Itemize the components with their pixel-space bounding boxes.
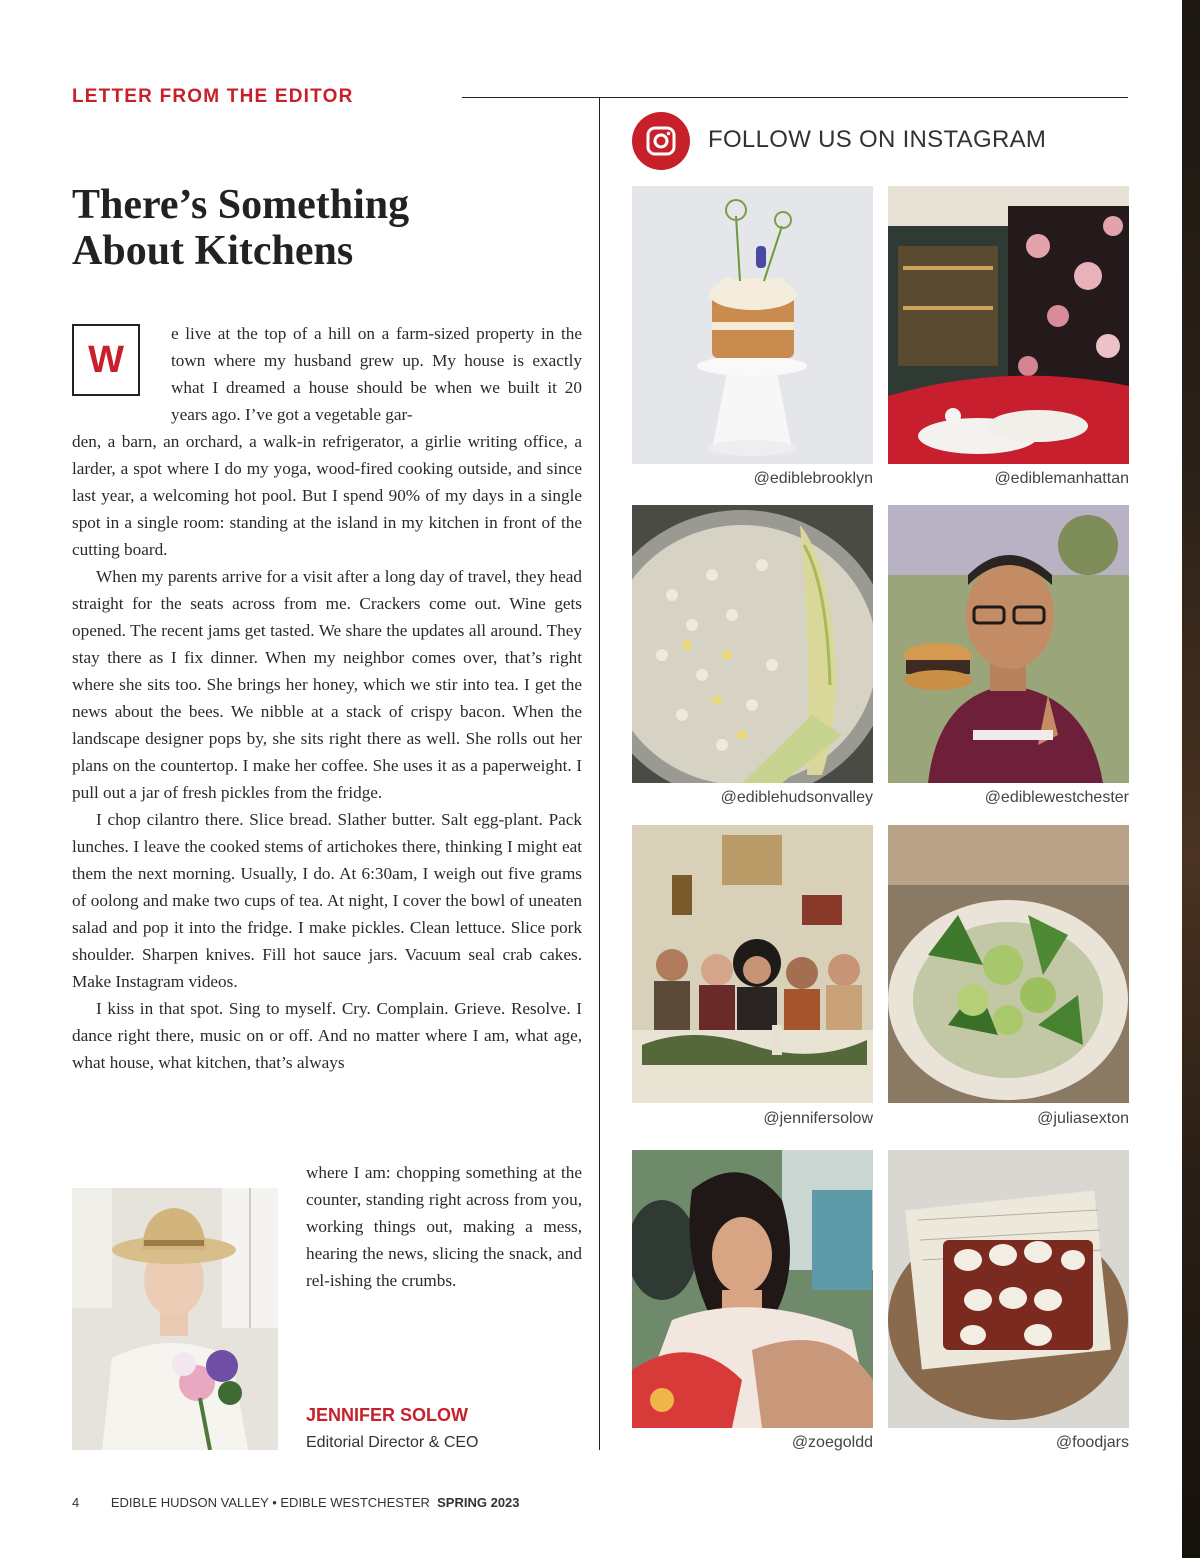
instagram-handle[interactable]: @ediblemanhattan (994, 470, 1129, 487)
column-divider (599, 98, 600, 1450)
body-paragraph: den, a barn, an orchard, a walk-in refrigerator, a girlie writing office, a larder, a spot where I do my yoga, wood-fired cooking outside, and since last year, a welcoming hot pool. But I spend 90% of my days in a single spot in a single room: standing at the island in my kitchen in front of the cutting board. (72, 432, 582, 559)
instagram-photo-cake[interactable] (632, 186, 873, 464)
instagram-handle[interactable]: @juliasexton (1037, 1110, 1129, 1127)
instagram-photo-burger[interactable] (888, 505, 1129, 783)
adjacent-page-edge (1182, 0, 1200, 1558)
instagram-photo-romanesco[interactable] (888, 825, 1129, 1103)
instagram-photo-toast[interactable] (888, 1150, 1129, 1428)
author-photo (72, 1188, 278, 1450)
article-closing (306, 1159, 582, 1294)
body-paragraph: When my parents arrive for a visit after a long day of travel, they head straight for the seats across from me. Crackers come out. Wine gets opened. The recent jams get tasted. We share the updates all around. They stay there as I fix dinner. When my neighbor comes over, that’s right where she sits too. She brings her honey, which we stir into tea. I get the news about the bees. We nibble at a stack of crispy bacon. When the landscape designer pops by, she sits right there as well. She rolls out her plans on the countertop. I make her coffee. She uses it as a paperweight. I pull out a jar of fresh pickles from the fridge. (72, 567, 582, 802)
body-paragraph: I chop cilantro there. Slice bread. Slather butter. Salt egg-plant. Pack lunches. I leave the cooked stems of artichokes there, thinking I might eat them the next morning. Usually, I do. At 6:30am, I weigh out five grams of oolong and make two cups of tea. At night, I cover the bowl of uneaten salad and pop it into the fridge. I make pickles. Clean lettuce. Slice pork shoulder. Sharpen knives. Fill hot sauce jars. Vacuum seal crab cakes. Make Instagram videos. (72, 810, 582, 991)
instagram-handle[interactable]: @zoegoldd (791, 1434, 873, 1451)
lead-text: e live at the top of a hill on a farm-sized property in the town where my husband grew up. My house is exactly what I dreamed a house should be when we built it 20 years ago. I’ve got a vegetable gar- (171, 324, 582, 424)
drop-cap: W (72, 324, 140, 396)
instagram-photo-group[interactable] (632, 825, 873, 1103)
article-body (72, 428, 582, 1076)
headline-line-1: There’s Something (72, 182, 410, 228)
instagram-heading: FOLLOW US ON INSTAGRAM (708, 126, 1047, 153)
instagram-handle[interactable]: @foodjars (1055, 1434, 1129, 1451)
footer-publications: EDIBLE HUDSON VALLEY • EDIBLE WESTCHESTER (110, 1495, 430, 1510)
headline-line-2: About Kitchens (72, 228, 354, 274)
page-footer (72, 1495, 520, 1510)
article-headline (72, 182, 572, 274)
instagram-handle[interactable]: @ediblebrooklyn (753, 470, 873, 487)
author-title: Editorial Director & CEO (306, 1434, 479, 1451)
lead-paragraph (171, 320, 582, 428)
closing-text: where I am: chopping something at the counter, standing right across from you, working things out, making a mess, hearing the news, slicing the snack, and rel-ishing the crumbs. (306, 1163, 582, 1290)
instagram-handle[interactable]: @jennifersolow (763, 1110, 873, 1127)
instagram-icon[interactable] (632, 112, 690, 170)
page-number: 4 (72, 1495, 80, 1510)
header-rule (462, 97, 1128, 98)
instagram-handle[interactable]: @ediblewestchester (984, 789, 1129, 806)
instagram-photo-selfie[interactable] (632, 1150, 873, 1428)
footer-issue: SPRING 2023 (437, 1495, 520, 1510)
body-paragraph: I kiss in that spot. Sing to myself. Cry. Complain. Grieve. Resolve. I dance right there, music on or off. And no matter where I am, what age, what house, what kitchen, that’s always (72, 999, 582, 1072)
instagram-handle[interactable]: @ediblehudsonvalley (720, 789, 873, 806)
instagram-photo-leeks[interactable] (632, 505, 873, 783)
instagram-photo-restaurant[interactable] (888, 186, 1129, 464)
section-label: LETTER FROM THE EDITOR (72, 86, 354, 107)
author-name: JENNIFER SOLOW (306, 1405, 469, 1425)
